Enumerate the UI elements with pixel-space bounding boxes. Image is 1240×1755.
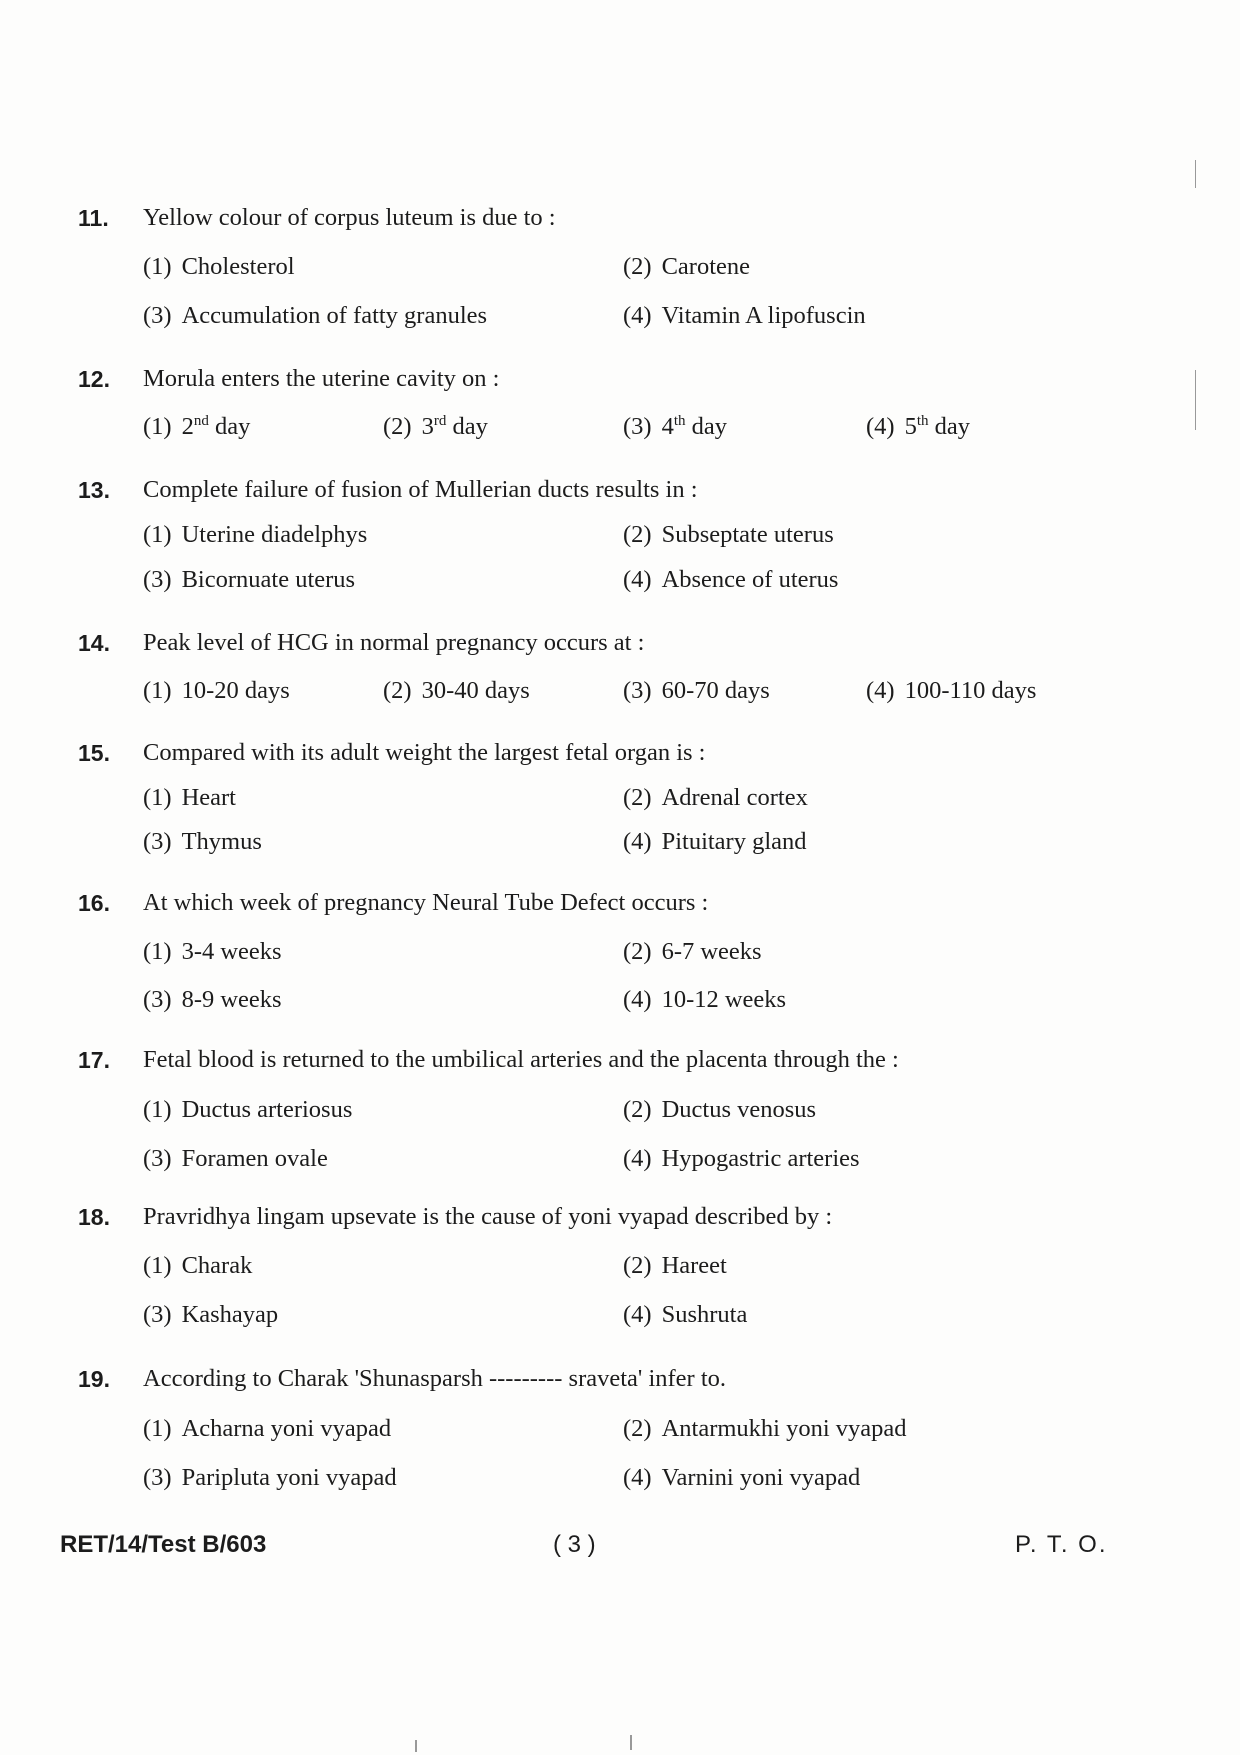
question-text: Peak level of HCG in normal pregnancy occurs at : <box>143 629 645 656</box>
scan-mark <box>1195 370 1196 430</box>
option-4: (4) Varnini yoni vyapad <box>623 1464 861 1491</box>
question-text: Pravridhya lingam upsevate is the cause of yoni vyapad described by : <box>143 1203 833 1230</box>
question-text: At which week of pregnancy Neural Tube Defect occurs : <box>143 889 709 916</box>
question-text: Fetal blood is returned to the umbilical arteries and the placenta through the : <box>143 1046 899 1073</box>
question-number: 16. <box>78 890 110 916</box>
option-3: (3) Bicornuate uterus <box>143 566 356 593</box>
option-2: (2) Carotene <box>623 253 751 280</box>
option-3: (3) Kashayap <box>143 1301 279 1328</box>
option-3: (3) 60-70 days <box>623 677 770 704</box>
option-4: (4) Hypogastric arteries <box>623 1145 860 1172</box>
test-code: RET/14/Test B/603 <box>60 1531 267 1558</box>
option-3: (3) 8-9 weeks <box>143 986 282 1013</box>
scan-mark <box>415 1740 417 1752</box>
option-2: (2) Hareet <box>623 1252 727 1279</box>
question-number: 15. <box>78 740 110 766</box>
option-3: (3) Foramen ovale <box>143 1145 328 1172</box>
option-1: (1) Ductus arteriosus <box>143 1096 353 1123</box>
option-2: (2) 3rd day <box>383 413 488 440</box>
question-number: 18. <box>78 1204 110 1230</box>
option-4: (4) Vitamin A lipofuscin <box>623 302 866 329</box>
option-1: (1) Acharna yoni vyapad <box>143 1415 392 1442</box>
option-4: (4) Pituitary gland <box>623 828 807 855</box>
question-text: Yellow colour of corpus luteum is due to : <box>143 204 556 231</box>
question-number: 11. <box>78 205 109 231</box>
option-1: (1) Heart <box>143 784 236 811</box>
scan-mark <box>1195 160 1196 188</box>
option-2: (2) Antarmukhi yoni vyapad <box>623 1415 907 1442</box>
question-text: Complete failure of fusion of Mullerian ducts results in : <box>143 476 698 503</box>
option-2: (2) Adrenal cortex <box>623 784 808 811</box>
question-text: According to Charak 'Shunasparsh --------- sraveta' infer to. <box>143 1365 726 1392</box>
please-turn-over: P. T. O. <box>1015 1531 1108 1558</box>
option-3: (3) Accumulation of fatty granules <box>143 302 488 329</box>
option-3: (3) Paripluta yoni vyapad <box>143 1464 397 1491</box>
option-2: (2) 6-7 weeks <box>623 938 762 965</box>
option-3: (3) Thymus <box>143 828 262 855</box>
option-1: (1) 10-20 days <box>143 677 290 704</box>
question-text: Compared with its adult weight the largest fetal organ is : <box>143 739 706 766</box>
option-4: (4) Absence of uterus <box>623 566 839 593</box>
option-2: (2) Ductus venosus <box>623 1096 817 1123</box>
scan-mark <box>630 1735 632 1750</box>
question-text: Morula enters the uterine cavity on : <box>143 365 500 392</box>
option-4: (4) 100-110 days <box>866 677 1037 704</box>
option-4: (4) 5th day <box>866 413 970 440</box>
option-4: (4) 10-12 weeks <box>623 986 787 1013</box>
option-2: (2) Subseptate uterus <box>623 521 834 548</box>
option-1: (1) Cholesterol <box>143 253 295 280</box>
option-4: (4) Sushruta <box>623 1301 748 1328</box>
question-number: 13. <box>78 477 110 503</box>
option-2: (2) 30-40 days <box>383 677 530 704</box>
question-number: 17. <box>78 1047 110 1073</box>
question-number: 12. <box>78 366 110 392</box>
question-number: 19. <box>78 1366 110 1392</box>
option-1: (1) Charak <box>143 1252 253 1279</box>
option-1: (1) 2nd day <box>143 413 251 440</box>
option-1: (1) 3-4 weeks <box>143 938 282 965</box>
question-number: 14. <box>78 630 110 656</box>
page-number: ( 3 ) <box>553 1531 596 1558</box>
option-3: (3) 4th day <box>623 413 727 440</box>
option-1: (1) Uterine diadelphys <box>143 521 368 548</box>
